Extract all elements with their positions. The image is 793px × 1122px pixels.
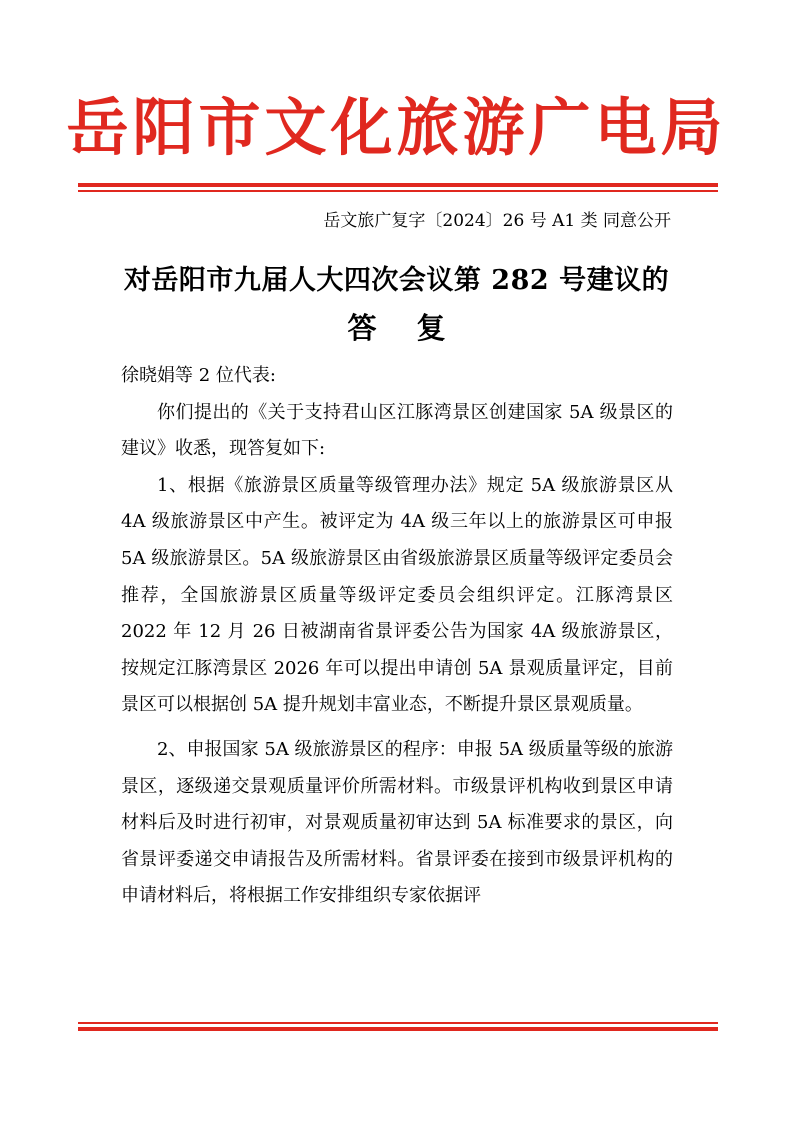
header-rule-thick: [78, 183, 718, 187]
document-body: [121, 358, 673, 915]
body-paragraph: 你们提出的《关于支持君山区江豚湾景区创建国家 5A 级景区的建议》收悉，现答复如下:: [121, 401, 673, 460]
header-organization-name: 岳阳市文化旅游广电局: [66, 91, 727, 164]
salutation: 徐晓娟等 2 位代表:: [121, 365, 276, 386]
reply-title-line-2: 答复: [347, 311, 486, 345]
body-paragraph: 1、根据《旅游景区质量等级管理办法》规定 5A 级旅游景区从 4A 级旅游景区中产生。被评定为 4A 级三年以上的旅游景区可申报 5A 级旅游景区。5A 级旅游景区由省级旅游景区质量等级评定委员会推荐，全国旅游景区质量等级评定委员会组织评定。江豚湾景区 2022 年 12 月 26 日被湖南省景评委公告为国家 4A 级旅游景区，按规定江豚湾景区 2026 年可以提出申请创 5A 景观质量评定，目前景区可以根据创 5A 提升规划丰富业态，不断提升景区景观质量。: [121, 474, 673, 716]
reply-title-line-1: 对岳阳市九届人大四次会议第 282 号建议的: [123, 265, 670, 296]
body-paragraph: 2、申报国家 5A 级旅游景区的程序：申报 5A 级质量等级的旅游景区，逐级递交景观质量评价所需材料。市级景评机构收到景区申请材料后及时进行初审，对景观质量初审达到 5A 标准要求的景区，向省景评委递交申请报告及所需材料。省景评委在接到市级景评机构的申请材料后，将根据工作安排组织专家依据评: [121, 738, 673, 907]
header-rule-thin: [78, 190, 718, 192]
footer-rule-thin: [78, 1022, 718, 1024]
footer-rule-thick: [78, 1027, 718, 1031]
document-number: 岳文旅广复字〔2024〕26 号 A1 类 同意公开: [323, 211, 671, 231]
